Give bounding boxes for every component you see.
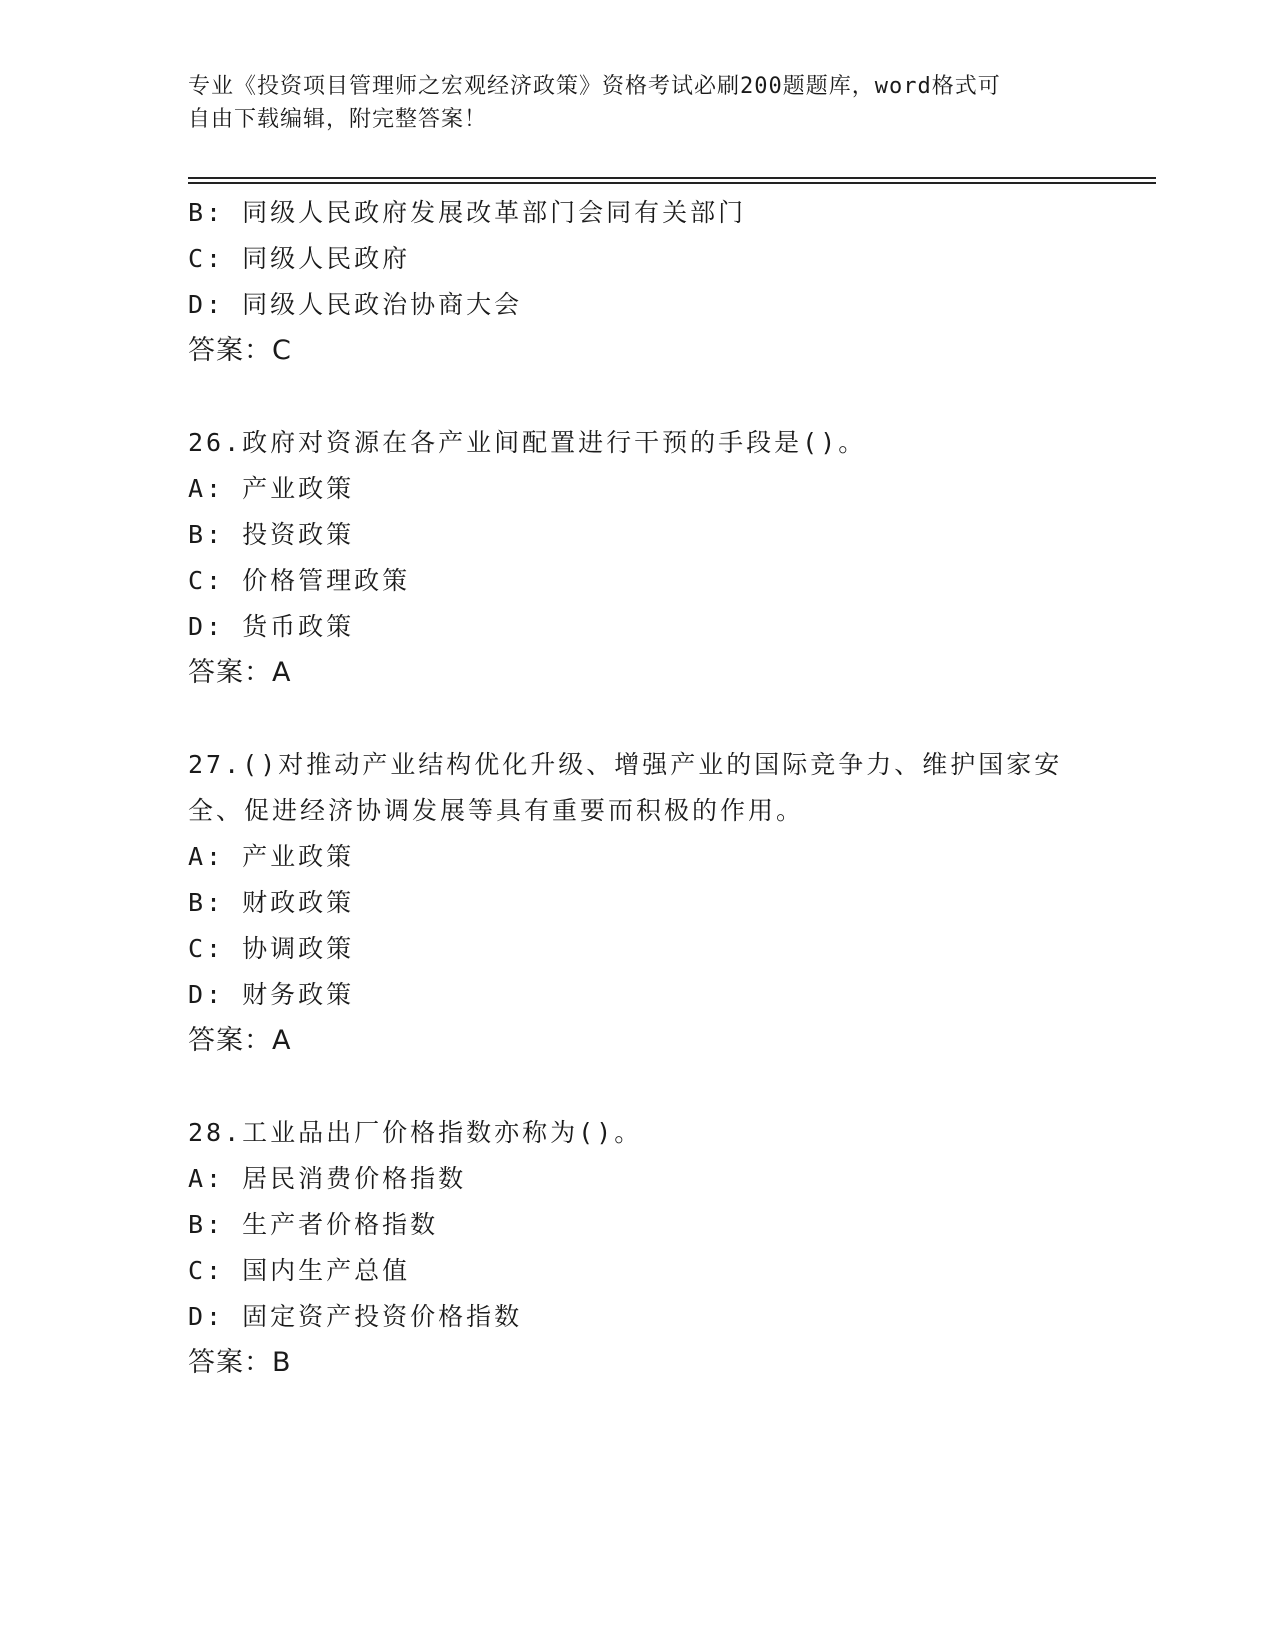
option-b: B: 生产者价格指数: [188, 1210, 439, 1239]
prev-question-block: [188, 190, 1088, 374]
answer-line: 答案：A: [188, 1025, 292, 1056]
header-line-2: 自由下载编辑，附完整答案！: [188, 107, 488, 132]
option-c: C: 协调政策: [188, 934, 355, 963]
document-header: [188, 70, 1068, 136]
option-c: C: 价格管理政策: [188, 566, 411, 595]
answer-line: 答案：B: [188, 1347, 292, 1378]
option-c: C: 同级人民政府: [188, 244, 411, 273]
answer-line: 答案：C: [188, 335, 292, 366]
option-d: D: 同级人民政治协商大会: [188, 290, 523, 319]
header-divider-top: [188, 177, 1156, 179]
question-stem-line-2: 全、促进经济协调发展等具有重要而积极的作用。: [188, 796, 805, 825]
question-26: [188, 420, 1088, 696]
option-a: A: 产业政策: [188, 842, 355, 871]
question-28: [188, 1110, 1088, 1386]
header-line-1: 专业《投资项目管理师之宏观经济政策》资格考试必刷200题题库，word格式可: [188, 74, 1001, 99]
option-c: C: 国内生产总值: [188, 1256, 411, 1285]
header-divider-bottom: [188, 182, 1156, 184]
question-stem-line-1: 27.()对推动产业结构优化升级、增强产业的国际竞争力、维护国家安: [188, 750, 1063, 779]
option-b: B: 财政政策: [188, 888, 355, 917]
question-27: [188, 742, 1088, 1064]
question-stem: 26.政府对资源在各产业间配置进行干预的手段是()。: [188, 428, 867, 457]
option-d: D: 财务政策: [188, 980, 355, 1009]
question-stem: 28.工业品出厂价格指数亦称为()。: [188, 1118, 643, 1147]
option-b: B: 同级人民政府发展改革部门会同有关部门: [188, 198, 747, 227]
option-d: D: 固定资产投资价格指数: [188, 1302, 523, 1331]
question-list: [188, 190, 1088, 1386]
option-a: A: 居民消费价格指数: [188, 1164, 467, 1193]
option-d: D: 货币政策: [188, 612, 355, 641]
answer-line: 答案：A: [188, 657, 292, 688]
option-b: B: 投资政策: [188, 520, 355, 549]
option-a: A: 产业政策: [188, 474, 355, 503]
